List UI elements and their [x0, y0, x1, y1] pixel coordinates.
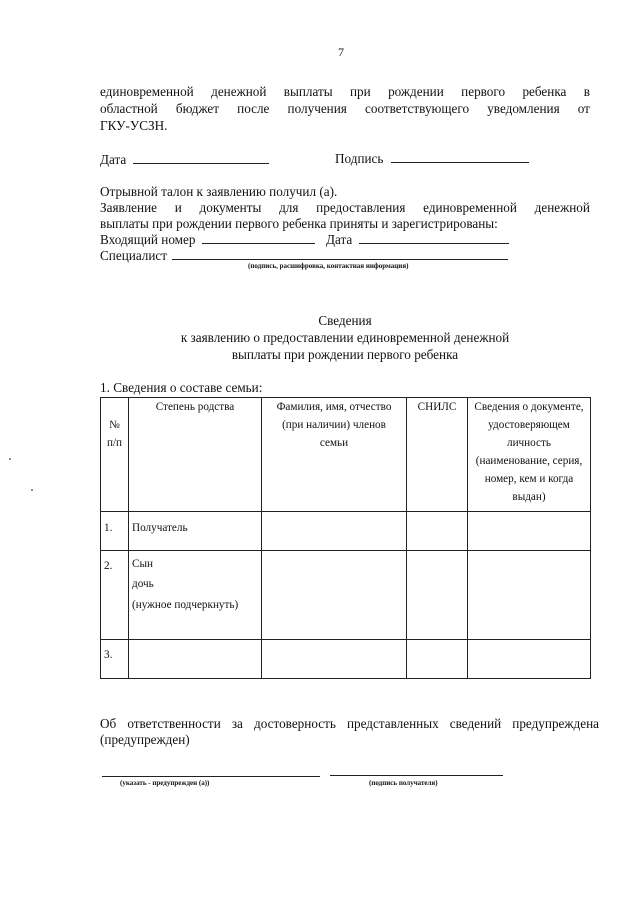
header-document-line-6: выдан) [512, 491, 546, 503]
intro-word: в [583, 84, 590, 99]
row-snils-cell[interactable] [407, 640, 468, 679]
responsibility-word: достоверность [254, 716, 336, 731]
specialist-line [172, 248, 508, 260]
date-line [133, 152, 269, 164]
table-row [101, 640, 591, 679]
header-snils: СНИЛС [407, 398, 468, 512]
intro-line-3: ГКУ-УСЗН. [100, 118, 168, 133]
row-relation-cell[interactable] [129, 640, 262, 679]
intro-word: единовременной [100, 84, 194, 99]
intro-word: получения [287, 101, 347, 116]
responsibility-word: предупреждена [512, 716, 599, 731]
date-label: Дата [100, 152, 127, 167]
incoming-number-line [202, 232, 315, 244]
signature-label: Подпись [335, 151, 384, 166]
specialist-label: Специалист [100, 248, 168, 263]
header-document-line-4: (наименование, серия, [475, 455, 583, 467]
warned-line [102, 776, 320, 777]
header-name-line-3: семьи [319, 437, 349, 449]
row-document-cell[interactable] [468, 551, 591, 640]
row-num: 2. [101, 551, 129, 640]
header-num [101, 398, 129, 512]
intro-word: областной [100, 101, 158, 116]
signature-line [391, 151, 529, 163]
header-document-line-5: номер, кем и когда [484, 473, 574, 485]
family-table-header [101, 398, 591, 512]
statement-word: денежной [534, 200, 590, 215]
header-document-line-1: Сведения о документе, [474, 401, 584, 413]
statement-word: предоставления [316, 200, 406, 215]
incoming-number-label: Входящий номер [100, 232, 196, 247]
responsibility-line-2: (предупрежден) [100, 732, 190, 747]
intro-word: рождении [388, 84, 444, 99]
intro-word: денежной [211, 84, 267, 99]
responsibility-word: Об [100, 716, 117, 731]
intro-word: ребенка [522, 84, 567, 99]
recipient-signature-line [330, 775, 503, 776]
relation-son: Сын [132, 558, 153, 570]
responsibility-line-1 [100, 715, 599, 732]
row-name-cell[interactable] [262, 551, 407, 640]
row-num: 1. [101, 512, 129, 551]
statement-word: Заявление [100, 200, 157, 215]
section-title-line-3: выплаты при рождении первого ребенка [231, 347, 459, 362]
row-name-cell[interactable] [262, 640, 407, 679]
row-snils-cell[interactable] [407, 551, 468, 640]
table-row [101, 551, 591, 640]
row-name-cell[interactable] [262, 512, 407, 551]
header-name [262, 398, 407, 512]
tearoff-date-field [326, 231, 509, 248]
intro-word: выплаты [283, 84, 333, 99]
row-relation [129, 512, 262, 551]
warned-hint: (указать - предупрежден (а)) [120, 779, 210, 787]
tearoff-statement-line-1 [100, 199, 590, 216]
statement-word: для [279, 200, 299, 215]
signature-field [335, 150, 529, 167]
statement-word: документы [199, 200, 262, 215]
row-document-cell[interactable] [468, 640, 591, 679]
recipient-signature-hint: (подпись получателя) [369, 779, 438, 787]
row-snils-cell[interactable] [407, 512, 468, 551]
header-relation: Степень родства [129, 398, 262, 512]
intro-word: уведомления [487, 101, 560, 116]
header-name-line-2: (при наличии) членов [282, 419, 386, 431]
relation-underline-note: (нужное подчеркнуть) [132, 599, 239, 611]
header-document [468, 398, 591, 512]
intro-word: первого [461, 84, 506, 99]
row-relation [129, 551, 262, 640]
header-document-line-2: удостоверяющем [488, 419, 570, 431]
intro-word: после [237, 101, 270, 116]
tearoff-statement-line-2: выплаты при рождении первого ребенка приняты и зарегистрированы: [100, 216, 498, 231]
statement-word: единовременной [423, 200, 517, 215]
family-table [100, 397, 591, 679]
intro-word: при [350, 84, 371, 99]
tearoff-date-label: Дата [326, 232, 353, 247]
responsibility-word: сведений [449, 716, 502, 731]
section-title [100, 312, 590, 363]
header-document-line-3: личность [506, 437, 551, 449]
intro-word: от [577, 101, 590, 116]
family-heading: 1. Сведения о составе семьи: [100, 380, 263, 395]
header-name-line-1: Фамилия, имя, отчество [276, 401, 392, 413]
intro-word: бюджет [175, 101, 220, 116]
header-num-line-2: п/п [106, 437, 123, 449]
row-document-cell[interactable] [468, 512, 591, 551]
row-num: 3. [101, 640, 129, 679]
tearoff-received: Отрывной талон к заявлению получил (а). [100, 184, 338, 199]
specialist-hint: (подпись, расшифровка, контактная информация) [248, 262, 409, 270]
table-row [101, 512, 591, 551]
tearoff-date-line [359, 232, 509, 244]
responsibility-word: ответственности [127, 716, 221, 731]
scan-speck [31, 489, 33, 491]
incoming-number-field [100, 231, 315, 248]
date-field [100, 151, 269, 168]
intro-line-2 [100, 100, 590, 117]
statement-word: и [174, 200, 182, 215]
relation-daughter: дочь [132, 578, 154, 590]
page-number: 7 [338, 45, 344, 59]
header-num-line-1: № [109, 419, 120, 431]
intro-line-1 [100, 83, 590, 100]
responsibility-word: представленных [346, 716, 439, 731]
responsibility-word: за [231, 716, 243, 731]
scan-speck [9, 458, 11, 460]
intro-word: соответствующего [365, 101, 470, 116]
section-title-line-1: Сведения [318, 313, 372, 328]
section-title-line-2: к заявлению о предоставлении единовременной денежной [180, 330, 510, 345]
relation-recipient: Получатель [132, 522, 188, 534]
